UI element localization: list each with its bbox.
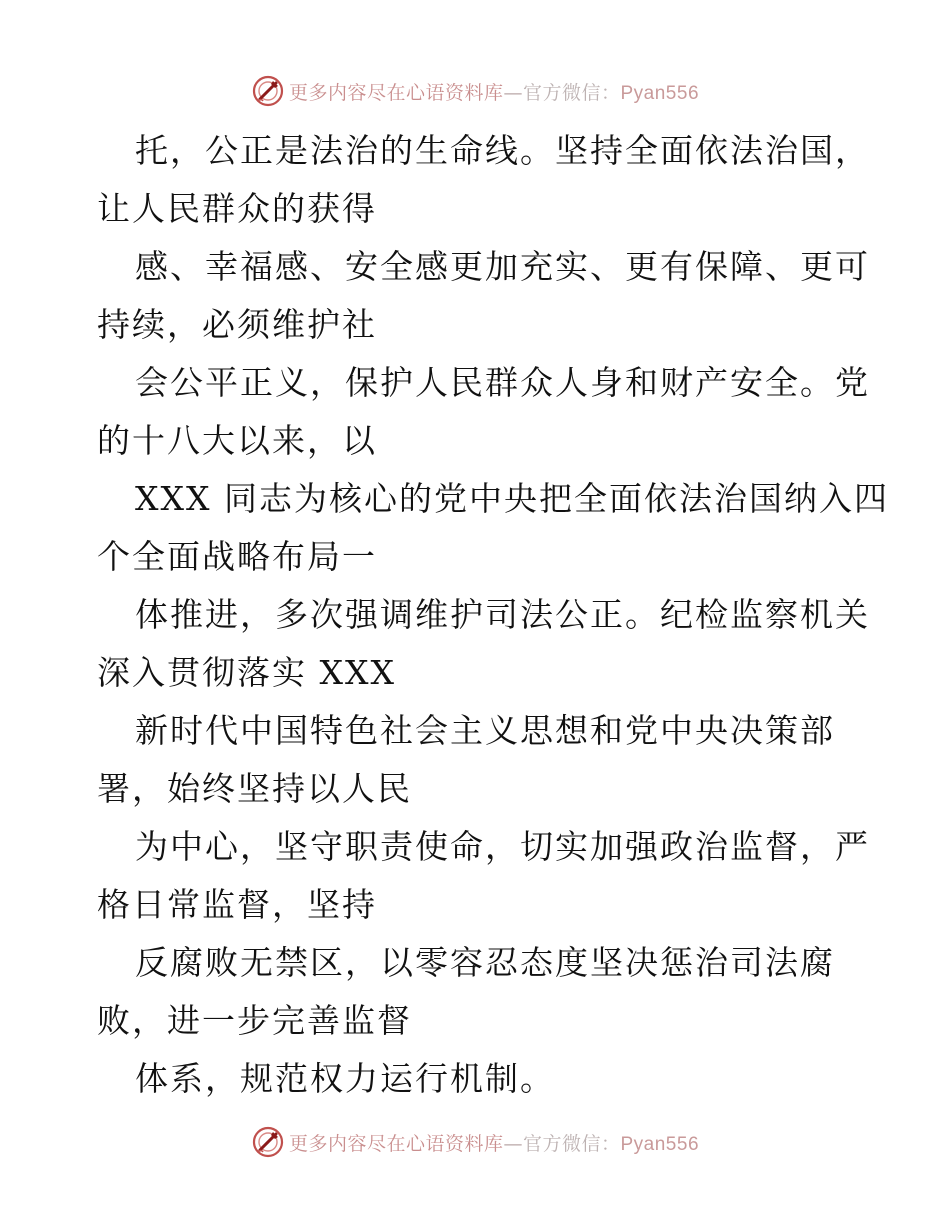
banner-brand: 更多内容尽在心语资料库	[288, 1132, 504, 1155]
banner-dash: —	[503, 81, 523, 104]
text-line: 署，始终坚持以人民	[97, 769, 412, 808]
text-line: 败，进一步完善监督	[97, 1001, 412, 1040]
text-line: 反腐败无禁区，以零容忍态度坚决惩治司法腐	[135, 943, 835, 982]
text-line: 深入贯彻落实 XXX	[97, 653, 396, 692]
header-watermark-text	[289, 78, 699, 105]
text-line: 让人民群众的获得	[97, 189, 377, 228]
brand-logo-icon	[251, 1125, 285, 1159]
text-line: 会公平正义，保护人民群众人身和财产安全。党	[135, 363, 870, 402]
header-watermark-banner	[0, 71, 950, 111]
banner-wechat-id: Pyan556	[620, 82, 700, 104]
banner-dash: —	[503, 1132, 523, 1155]
text-line: 持续，必须维护社	[97, 305, 377, 344]
text-line: 格日常监督，坚持	[97, 885, 377, 924]
text-line: 体推进，多次强调维护司法公正。纪检监察机关	[135, 595, 870, 634]
text-line: 为中心，坚守职责使命，切实加强政治监督，严	[135, 827, 870, 866]
text-line: XXX 同志为核心的党中央把全面依法治国纳入四	[135, 479, 889, 518]
text-line: 体系，规范权力运行机制。	[135, 1059, 555, 1098]
brand-logo-icon	[251, 74, 285, 108]
footer-watermark-banner	[0, 1122, 950, 1162]
footer-watermark-text	[289, 1129, 699, 1156]
document-body	[97, 122, 889, 1108]
text-line: 个全面战略布局一	[97, 537, 377, 576]
banner-wechat-id: Pyan556	[620, 1133, 700, 1155]
banner-wechat-label: 官方微信：	[522, 81, 621, 104]
banner-wechat-label: 官方微信：	[522, 1132, 621, 1155]
text-line: 感、幸福感、安全感更加充实、更有保障、更可	[135, 247, 870, 286]
text-line: 新时代中国特色社会主义思想和党中央决策部	[135, 711, 835, 750]
text-line: 的十八大以来，以	[97, 421, 377, 460]
banner-brand: 更多内容尽在心语资料库	[288, 81, 504, 104]
text-line: 托，公正是法治的生命线。坚持全面依法治国，	[135, 131, 870, 170]
